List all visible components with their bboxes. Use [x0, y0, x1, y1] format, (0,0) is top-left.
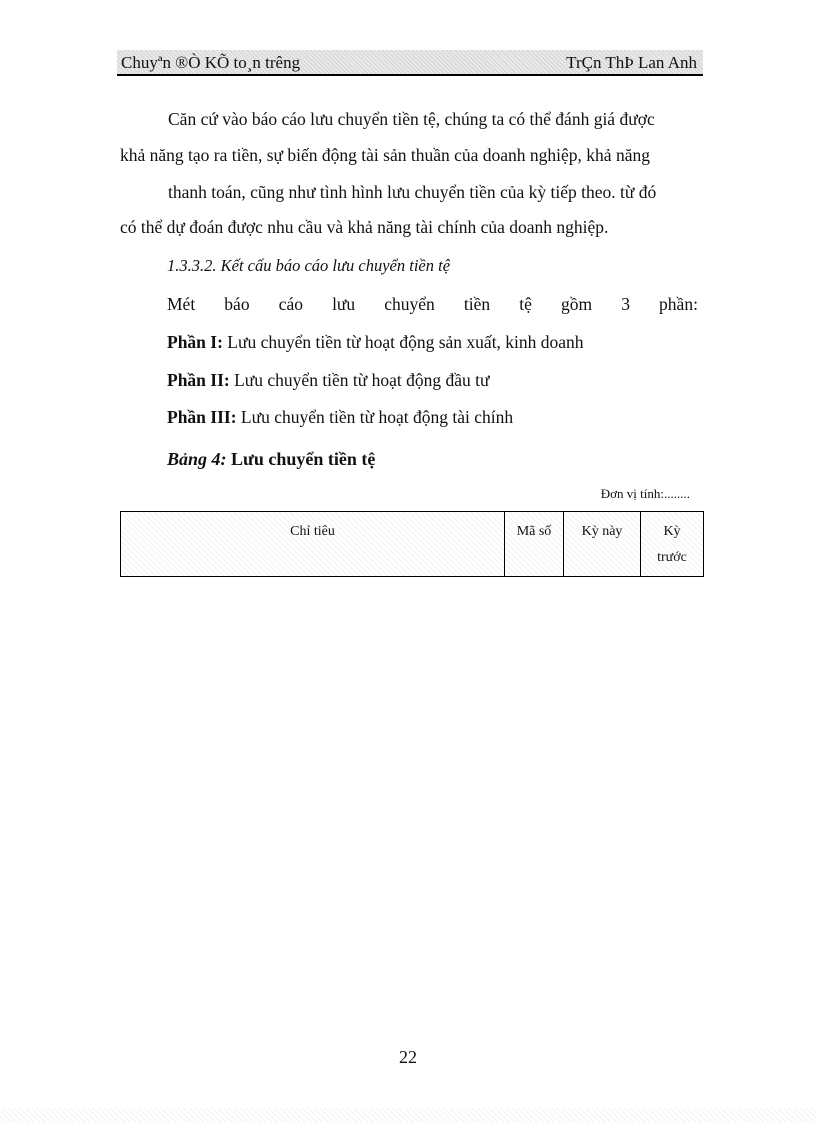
header-cell-current-period: Kỳ này: [564, 512, 641, 577]
paragraph-line: có thể dự đoán được nhu cầu và khả năng tài chính của doanh nghiệp.: [120, 217, 609, 237]
part-text: Lưu chuyển tiền từ hoạt động đầu tư: [229, 370, 490, 390]
intro-word: báo: [224, 294, 250, 314]
part-item: [167, 331, 745, 353]
part-item: [167, 369, 745, 391]
intro-word: gồm: [560, 294, 593, 314]
header-cell-indicator: Chỉ tiêu: [121, 512, 505, 577]
header-cell-previous-line2: trước: [657, 550, 687, 565]
part-label: Phần I:: [167, 332, 223, 352]
intro-word: cáo: [278, 294, 303, 314]
table-caption-label: Bảng 4:: [167, 449, 227, 469]
unit-note: Đơn vị tính:........: [600, 486, 690, 501]
page-number: 22: [399, 1047, 417, 1067]
intro-word: chuyển: [384, 294, 435, 314]
table-caption-text: Lưu chuyển tiền tệ: [226, 449, 376, 469]
part-label: Phần III:: [167, 407, 237, 427]
part-text: Lưu chuyển tiền từ hoạt động sản xuất, kinh doanh: [222, 332, 584, 352]
header-cell-code: Mã số: [505, 512, 564, 577]
table-header-row: [121, 512, 704, 577]
paragraph-line: Căn cứ vào báo cáo lưu chuyển tiền tệ, chúng ta có thể đánh giá được: [168, 109, 655, 129]
page-header: [117, 50, 703, 76]
paragraph-line: khả năng tạo ra tiền, sự biến động tài sản thuần của doanh nghiệp, khả năng: [120, 145, 650, 165]
intro-word: tệ: [519, 294, 532, 314]
intro-word: tiền: [463, 294, 491, 314]
footer-band: [0, 1108, 816, 1123]
table-caption: [167, 448, 745, 470]
section-heading: 1.3.3.2. Kết cấu báo cáo lưu chuyển tiền tệ: [167, 256, 451, 275]
intro-word: phần:: [659, 294, 698, 314]
header-cell-previous-period: [641, 512, 704, 577]
header-cell-previous-line1: Kỳ: [663, 524, 681, 539]
cash-flow-table: [120, 511, 704, 577]
part-label: Phần II:: [167, 370, 230, 390]
intro-line: [167, 293, 698, 315]
part-item: [167, 406, 745, 428]
intro-word: 3: [621, 294, 630, 314]
header-left-title: Chuyªn ®Ò KÕ to¸n trêng: [121, 53, 301, 72]
intro-word: lưu: [332, 294, 356, 314]
header-author: TrÇn ThÞ Lan Anh: [566, 53, 697, 72]
intro-word: Mét: [167, 294, 196, 314]
part-text: Lưu chuyển tiền từ hoạt động tài chính: [236, 407, 514, 427]
paragraph-line: thanh toán, cũng như tình hình lưu chuyển tiền của kỳ tiếp theo. từ đó: [168, 182, 657, 202]
